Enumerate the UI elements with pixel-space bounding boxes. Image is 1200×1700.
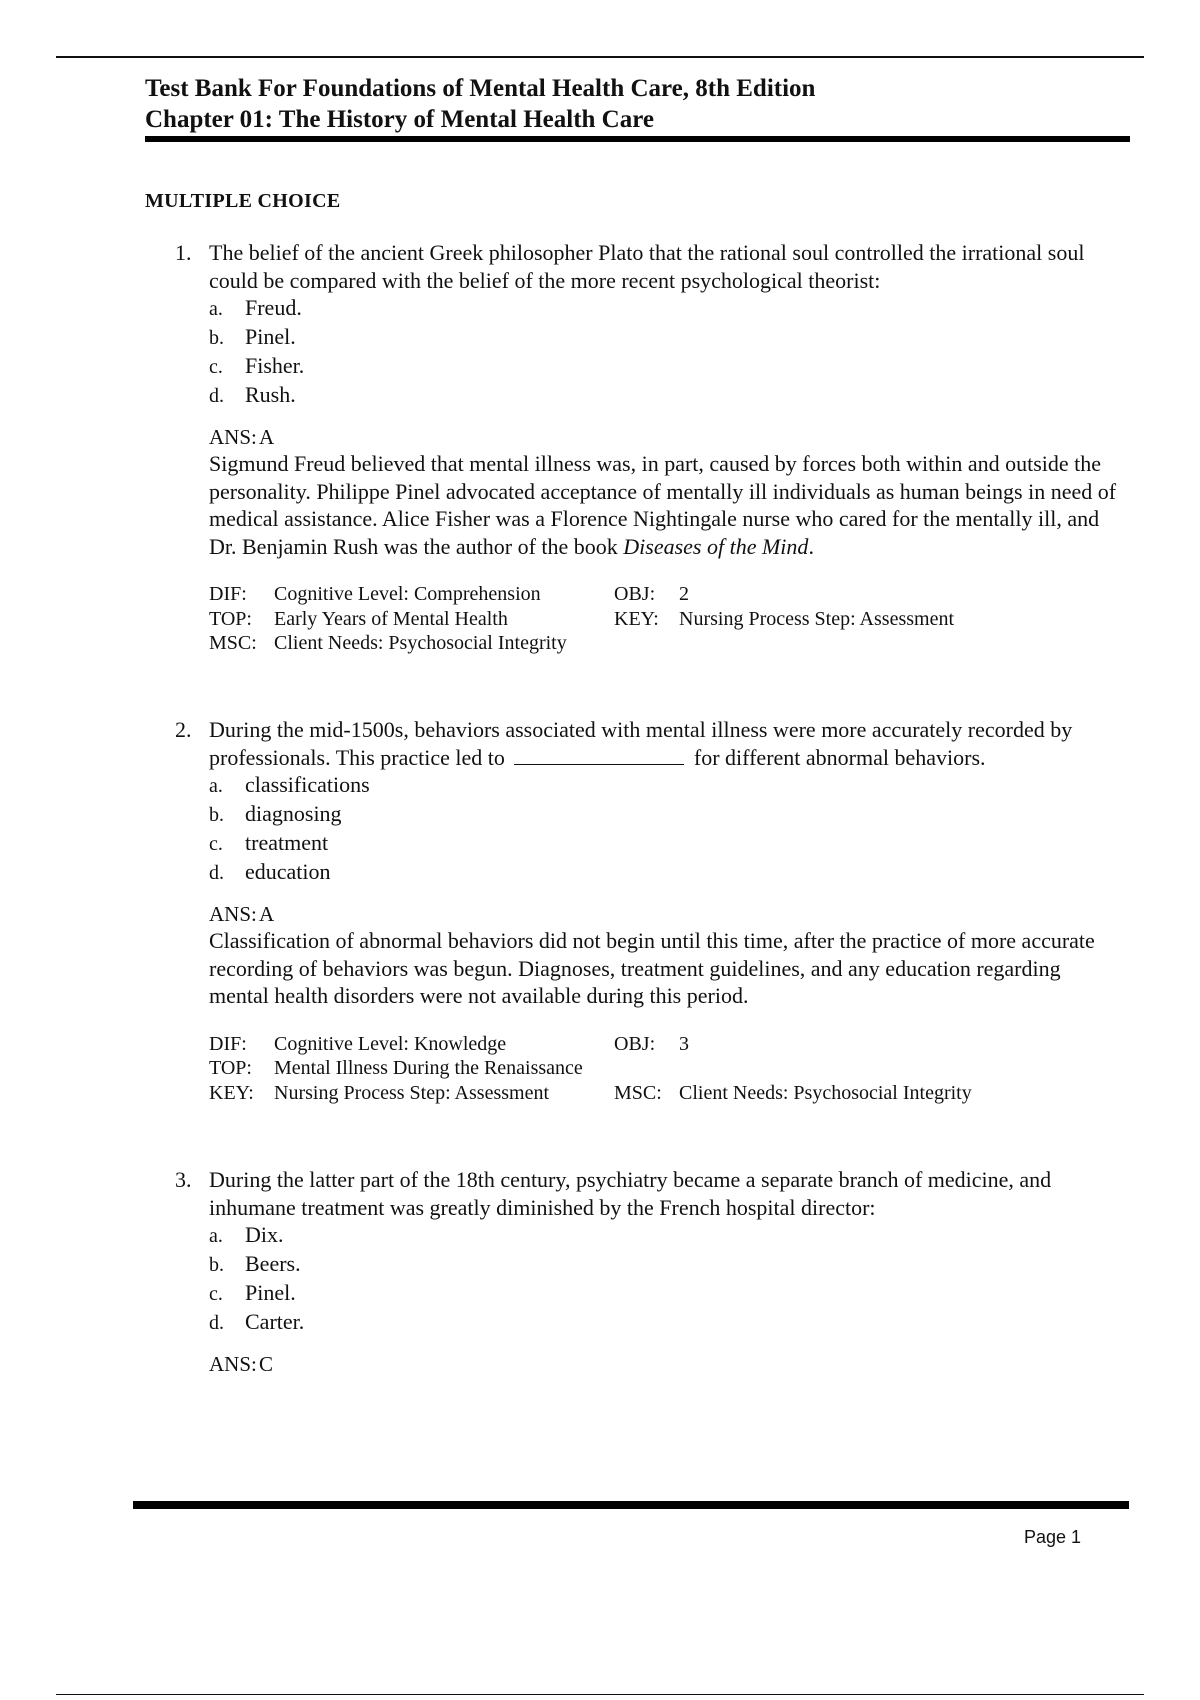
answer-line: ANS: A — [209, 902, 275, 926]
bottom-rule — [56, 1694, 1144, 1695]
rationale: Sigmund Freud believed that mental illness was, in part, caused by forces both within and outside the personality. Philippe Pinel advocated acceptance of mentally ill individuals as human beings in need of medical assistance. Alice Fisher was a Florence Nightingale nurse who cared for the mentally ill, and Dr. Benjamin Rush was the author of the book Diseases of the Mind. — [209, 451, 1117, 559]
option-c: c. Pinel. — [209, 1280, 296, 1305]
question-stem: During the latter part of the 18th century, psychiatry became a separate branch of medicine, and inhumane treatment was greatly diminished by the French hospital director: — [209, 1167, 1052, 1220]
option-d: d. education — [209, 859, 331, 884]
question-stem: During the mid-1500s, behaviors associated with mental illness were more accurately recorded by professionals. This practice led to for different abnormal behaviors. — [209, 717, 1073, 770]
option-b: b. Beers. — [209, 1251, 301, 1276]
option-d: d. Carter. — [209, 1309, 305, 1334]
option-b: b. Pinel. — [209, 324, 296, 349]
option-a: a. Freud. — [209, 295, 302, 320]
option-c: c. treatment — [209, 830, 329, 855]
question-metadata: DIF: Cognitive Level: Comprehension OBJ: 2 TOP: Early Years of Mental Health KEY: Nursing Process Step: Assessment MSC: Client Needs: Psychosocial Integrity — [209, 583, 954, 654]
answer-line: ANS: C — [209, 1352, 274, 1376]
top-rule — [56, 56, 1144, 58]
option-a: a. Dix. — [209, 1222, 284, 1247]
option-c: c. Fisher. — [209, 353, 305, 378]
answer-line: ANS: A — [209, 425, 275, 449]
option-b: b. diagnosing — [209, 801, 342, 826]
fill-in-blank — [514, 744, 684, 765]
header-divider — [145, 136, 1130, 142]
option-a: a. classifications — [209, 772, 370, 797]
question-number: 3. — [175, 1167, 192, 1192]
document-title: Test Bank For Foundations of Mental Health Care, 8th Edition — [145, 75, 816, 102]
question-metadata: DIF: Cognitive Level: Knowledge OBJ: 3 TOP: Mental Illness During the Renaissance KEY: Nursing Process Step: Assessment MSC: Client Needs: Psychosocial Integrity — [209, 1032, 972, 1104]
answer-value: A — [259, 425, 275, 449]
document-header — [145, 73, 1135, 135]
rationale: Classification of abnormal behaviors did not begin until this time, after the practice of more accurate recording of behaviors was begun. Diagnoses, treatment guidelines, and any education regarding mental health disorders were not available during this period. — [209, 928, 1095, 1008]
answer-value: C — [259, 1352, 274, 1376]
page-number: Page 1 — [1024, 1527, 1082, 1547]
chapter-title: Chapter 01: The History of Mental Health Care — [145, 106, 654, 133]
option-d: d. Rush. — [209, 382, 296, 407]
section-title: MULTIPLE CHOICE — [145, 190, 341, 212]
answer-value: A — [259, 902, 275, 926]
question-stem: The belief of the ancient Greek philosopher Plato that the rational soul controlled the irrational soul could be compared with the belief of the more recent psychological theorist: — [209, 240, 1085, 293]
question-number: 1. — [175, 240, 192, 265]
question-number: 2. — [175, 717, 192, 742]
footer-divider — [133, 1501, 1129, 1509]
